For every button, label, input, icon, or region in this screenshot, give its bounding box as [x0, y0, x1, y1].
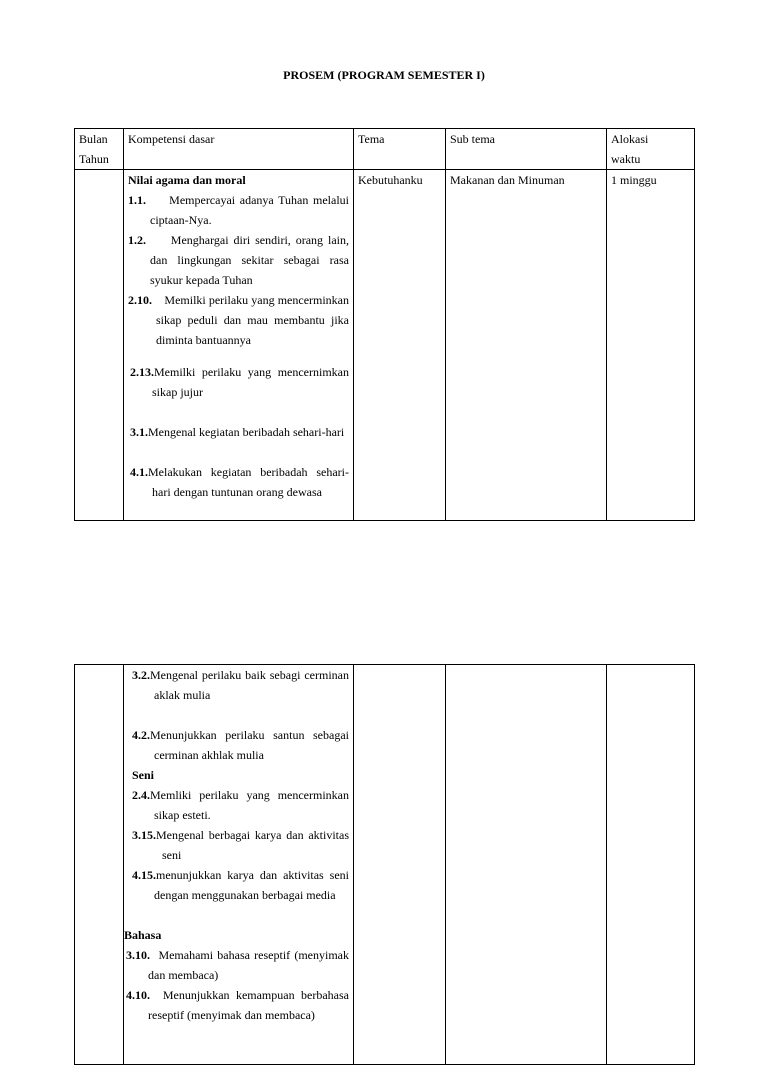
- prosem-table-page-1: [74, 128, 695, 521]
- cell-sub-tema: Makanan dan Minuman: [446, 170, 607, 521]
- document-title: PROSEM (PROGRAM SEMESTER I): [283, 68, 485, 82]
- kd-item: 4.10. Menunjukkan kemampuan berbahasa reseptif (menyimak dan membaca): [126, 988, 349, 1022]
- header-waktu: waktu: [611, 152, 641, 166]
- header-bulan: Bulan: [79, 132, 108, 146]
- header-sub-tema: Sub tema: [446, 129, 607, 170]
- header-alokasi-waktu: [607, 129, 695, 170]
- kd-item: 1.1. Mempercayai adanya Tuhan melalui ciptaan-Nya.: [128, 193, 349, 227]
- section-seni: Seni: [132, 768, 155, 782]
- cell-bulan-tahun: [75, 170, 124, 521]
- table-header-row: [75, 129, 695, 170]
- kd-item: 3.2.Mengenal perilaku baik sebagi cerminan aklak mulia: [132, 668, 349, 702]
- cell-alokasi-waktu: [607, 665, 695, 1065]
- kd-item: 3.15.Mengenal berbagai karya dan aktivitas seni: [132, 828, 349, 862]
- section-bahasa: Bahasa: [124, 928, 162, 942]
- kd-item: 3.10. Memahami bahasa reseptif (menyimak dan membaca): [126, 948, 350, 982]
- cell-sub-tema: [446, 665, 607, 1065]
- table-row: [75, 170, 695, 521]
- kd-item: 1.2. Menghargai diri sendiri, orang lain, dan lingkungan sekitar sebagai rasa syukur kepada Tuhan: [128, 233, 350, 287]
- kd-item: 4.1.Melakukan kegiatan beribadah sehari-hari dengan tuntunan orang dewasa: [130, 465, 349, 499]
- section-nilai-agama-moral: Nilai agama dan moral: [128, 173, 246, 187]
- cell-alokasi-waktu: 1 minggu: [607, 170, 695, 521]
- cell-tema: Kebutuhanku: [354, 170, 446, 521]
- prosem-table-page-2: [74, 664, 695, 1065]
- header-tema: Tema: [354, 129, 446, 170]
- kd-item: 4.2.Menunjukkan perilaku santun sebagai cerminan akhlak mulia: [132, 728, 349, 762]
- kd-item: 4.15.menunjukkan karya dan aktivitas seni dengan menggunakan berbagai media: [132, 868, 349, 902]
- kd-item: 3.1.Mengenal kegiatan beribadah sehari-hari: [130, 425, 345, 439]
- cell-tema: [354, 665, 446, 1065]
- header-bulan-tahun: [75, 129, 124, 170]
- header-alokasi: Alokasi: [611, 132, 649, 146]
- cell-bulan-tahun: [75, 665, 124, 1065]
- cell-kompetensi-dasar: [124, 170, 354, 521]
- header-kompetensi-dasar: Kompetensi dasar: [124, 129, 354, 170]
- header-tahun: Tahun: [79, 152, 109, 166]
- kd-item: 2.13.Memilki perilaku yang mencernimkan sikap jujur: [130, 365, 349, 399]
- cell-kompetensi-dasar: [124, 665, 354, 1065]
- kd-item: 2.10. Memilki perilaku yang mencerminkan sikap peduli dan mau membantu jika diminta bantuannya: [128, 293, 350, 347]
- kd-item: 2.4.Memliki perilaku yang mencerminkan sikap esteti.: [132, 788, 349, 822]
- table-row: [75, 665, 695, 1065]
